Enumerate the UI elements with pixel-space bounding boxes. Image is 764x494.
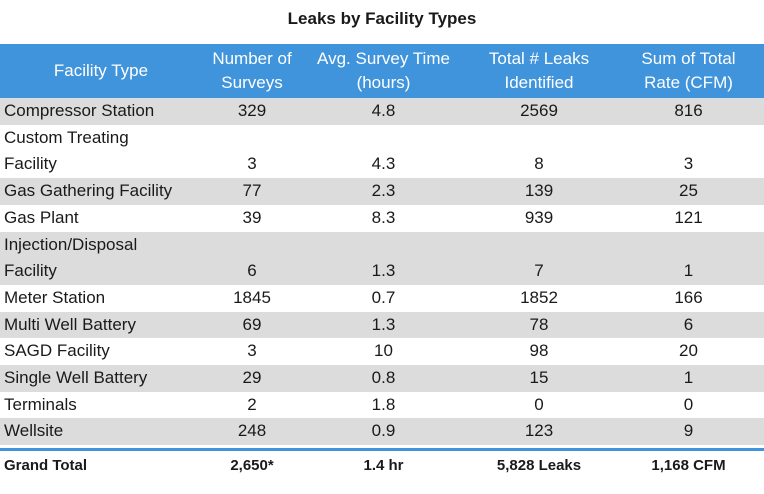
surveys-cell: 69: [202, 312, 302, 339]
surveys-cell: 2: [247, 394, 257, 414]
rate-cell: 166: [674, 287, 703, 307]
time-cell: 10: [374, 341, 393, 361]
header-total-leaks: [465, 44, 613, 98]
facility-type-cell: Gas Plant: [4, 207, 79, 227]
surveys-cell: 1845: [233, 287, 271, 307]
header-total-leaks-line2: Identified: [504, 73, 574, 92]
rate-cell: 25: [613, 178, 764, 205]
rate-cell: 1: [613, 365, 764, 392]
rate-cell: 20: [679, 341, 698, 361]
leaks-cell: 98: [529, 341, 549, 361]
grand-total-rate: 1,168 CFM: [651, 457, 726, 475]
leaks-cell: 1852: [520, 287, 558, 307]
rate-cell: 0: [683, 394, 694, 414]
rate-cell: 9: [613, 418, 764, 445]
facility-type-cell: SAGD Facility: [4, 341, 110, 361]
grand-total-leaks: 5,828 Leaks: [496, 457, 582, 475]
time-cell: 4.3: [371, 154, 396, 174]
surveys-cell: 329: [202, 98, 302, 125]
facility-type-line: Custom Treating: [4, 127, 129, 147]
table-row: [0, 232, 764, 285]
leaks-cell: 78: [465, 312, 613, 339]
facility-type-cell: Meter Station: [4, 287, 106, 307]
table-row: [0, 338, 764, 365]
surveys-cell: 248: [202, 418, 302, 445]
header-avg-survey-time-line2: (hours): [356, 73, 411, 92]
table-row: [0, 205, 764, 232]
facility-type-cell: [0, 125, 202, 178]
time-cell: 1.8: [371, 394, 396, 414]
leaks-cell: 7: [465, 232, 613, 285]
leaks-cell: 123: [465, 418, 613, 445]
surveys-cell: 77: [202, 178, 302, 205]
header-avg-survey-time: [302, 44, 465, 98]
table-header: [0, 44, 764, 98]
table-row: [0, 312, 764, 339]
table-row: [0, 285, 764, 312]
header-number-of-surveys: [202, 44, 302, 98]
leaks-cell: 2569: [465, 98, 613, 125]
table-row: [0, 178, 764, 205]
facility-type-line: Facility: [4, 261, 57, 281]
time-cell: 0.9: [302, 418, 465, 445]
surveys-cell: 39: [242, 207, 262, 227]
time-cell: 0.8: [302, 365, 465, 392]
header-avg-survey-time-line1: Avg. Survey Time: [317, 49, 450, 68]
grand-total-label: Grand Total: [4, 457, 88, 475]
grand-total-row: [0, 450, 764, 481]
leaks-cell: 139: [465, 178, 613, 205]
chart-title: Leaks by Facility Types: [287, 9, 477, 28]
facility-type-cell: Terminals: [4, 394, 77, 414]
rate-cell: 121: [674, 207, 703, 227]
rate-cell: 1: [613, 232, 764, 285]
header-total-rate: [613, 44, 764, 98]
facility-type-cell: [0, 232, 202, 285]
table-row: [0, 98, 764, 125]
time-cell: 2.3: [302, 178, 465, 205]
table-row: [0, 365, 764, 392]
header-total-leaks-line1: Total # Leaks: [488, 49, 590, 68]
grand-total-time: 1.4 hr: [363, 457, 404, 475]
rate-cell: 6: [613, 312, 764, 339]
table-body: [0, 98, 764, 445]
surveys-cell: 3: [247, 154, 257, 174]
rate-cell: 3: [683, 154, 694, 174]
time-cell: 4.8: [302, 98, 465, 125]
time-cell: 1.3: [302, 232, 465, 285]
facility-type-cell: Wellsite: [0, 418, 202, 445]
table-row: [0, 392, 764, 419]
rate-cell: 816: [613, 98, 764, 125]
header-number-of-surveys-line1: Number of: [212, 49, 292, 68]
table-row: [0, 125, 764, 178]
surveys-cell: 3: [247, 341, 257, 361]
leaks-cell: 939: [524, 207, 554, 227]
header-total-rate-line2: Rate (CFM): [644, 73, 733, 92]
surveys-cell: 29: [202, 365, 302, 392]
facility-type-cell: Gas Gathering Facility: [0, 178, 202, 205]
leaks-cell: 15: [465, 365, 613, 392]
time-cell: 1.3: [302, 312, 465, 339]
header-row: [0, 44, 764, 98]
table-footer: [0, 445, 764, 480]
facility-type-cell: Multi Well Battery: [0, 312, 202, 339]
leaks-cell: 8: [534, 154, 544, 174]
header-facility-type: [0, 44, 202, 98]
surveys-cell: 6: [202, 232, 302, 285]
time-cell: 8.3: [371, 207, 396, 227]
facility-type-cell: Compressor Station: [0, 98, 202, 125]
facility-type-line: Facility: [4, 154, 57, 174]
header-facility-type-line: Facility Type: [53, 61, 149, 80]
table-row: [0, 418, 764, 445]
leaks-cell: 0: [534, 394, 544, 414]
facility-type-cell: Single Well Battery: [0, 365, 202, 392]
time-cell: 0.7: [371, 287, 396, 307]
grand-total-surveys: 2,650*: [230, 457, 274, 475]
header-number-of-surveys-line2: Surveys: [221, 73, 283, 92]
header-total-rate-line1: Sum of Total: [641, 49, 736, 68]
leaks-table: [0, 44, 764, 480]
facility-type-line: Injection/Disposal: [4, 234, 138, 254]
